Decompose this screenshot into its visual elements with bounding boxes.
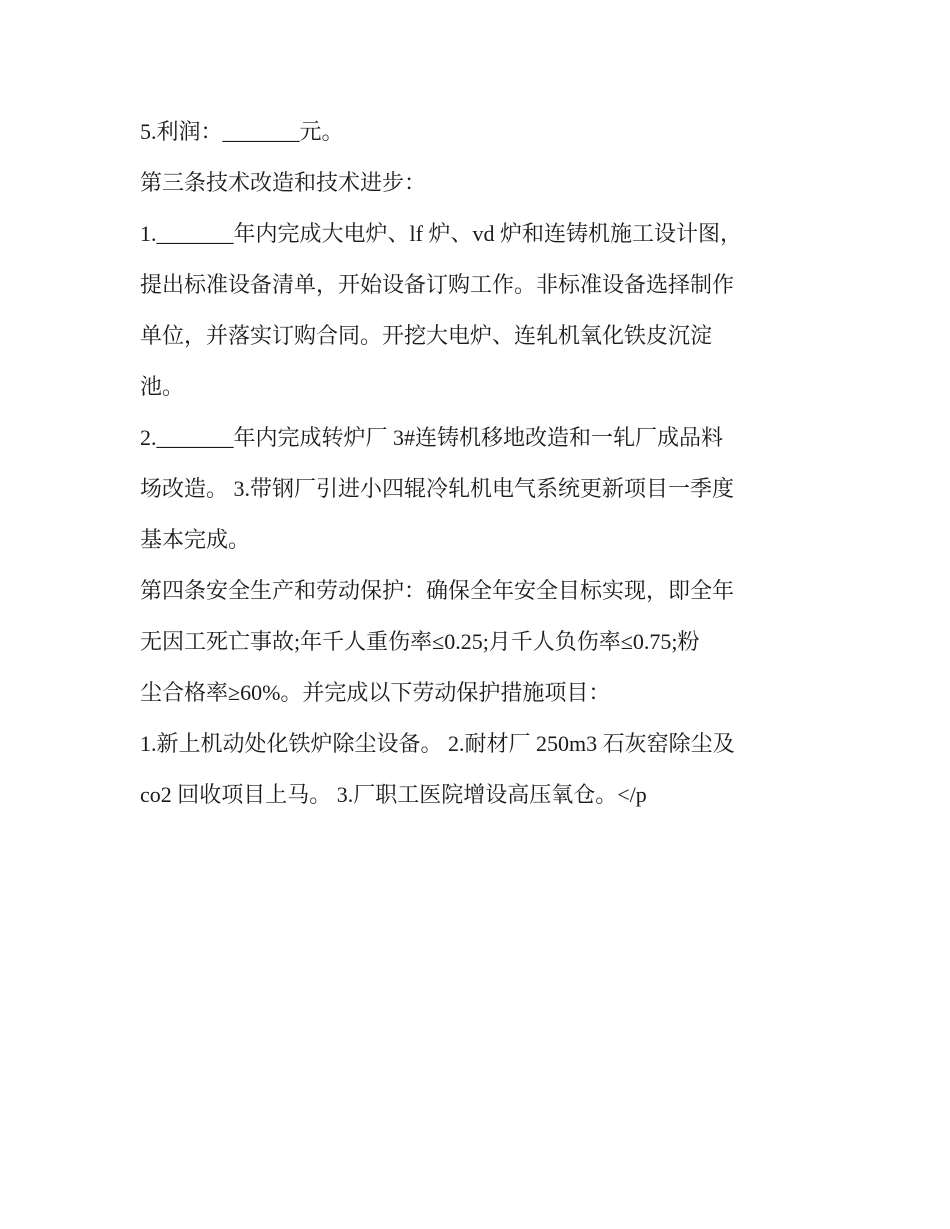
text-line: co2 回收项目上马。 3.厂职工医院增设高压氧仓。</p bbox=[140, 782, 647, 807]
text-line: 池。 bbox=[140, 374, 185, 399]
text-line: 尘合格率≥60%。并完成以下劳动保护措施项目： bbox=[140, 680, 611, 705]
section-heading: 第四条安全生产和劳动保护：确保全年安全目标实现，即全年 bbox=[140, 578, 735, 603]
section-heading: 第三条技术改造和技术进步： bbox=[140, 170, 427, 195]
text-line: 提出标准设备清单，开始设备订购工作。非标准设备选择制作 bbox=[140, 272, 735, 297]
text-line: 无因工死亡事故;年千人重伤率≤0.25;月千人负伤率≤0.75;粉 bbox=[140, 629, 700, 654]
text-line: 1._______年内完成大电炉、lf 炉、vd 炉和连铸机施工设计图， bbox=[140, 221, 742, 246]
text-line: 1.新上机动处化铁炉除尘设备。 2.耐材厂 250m3 石灰窑除尘及 bbox=[140, 731, 735, 756]
text-line: 场改造。 3.带钢厂引进小四辊冷轧机电气系统更新项目一季度 bbox=[140, 476, 735, 501]
text-line: 单位，并落实订购合同。开挖大电炉、连轧机氧化铁皮沉淀 bbox=[140, 323, 713, 348]
document-body bbox=[140, 106, 820, 820]
text-line: 5.利润：_______元。 bbox=[140, 119, 344, 144]
text-line: 2._______年内完成转炉厂 3#连铸机移地改造和一轧厂成品料 bbox=[140, 425, 724, 450]
text-line: 基本完成。 bbox=[140, 527, 251, 552]
